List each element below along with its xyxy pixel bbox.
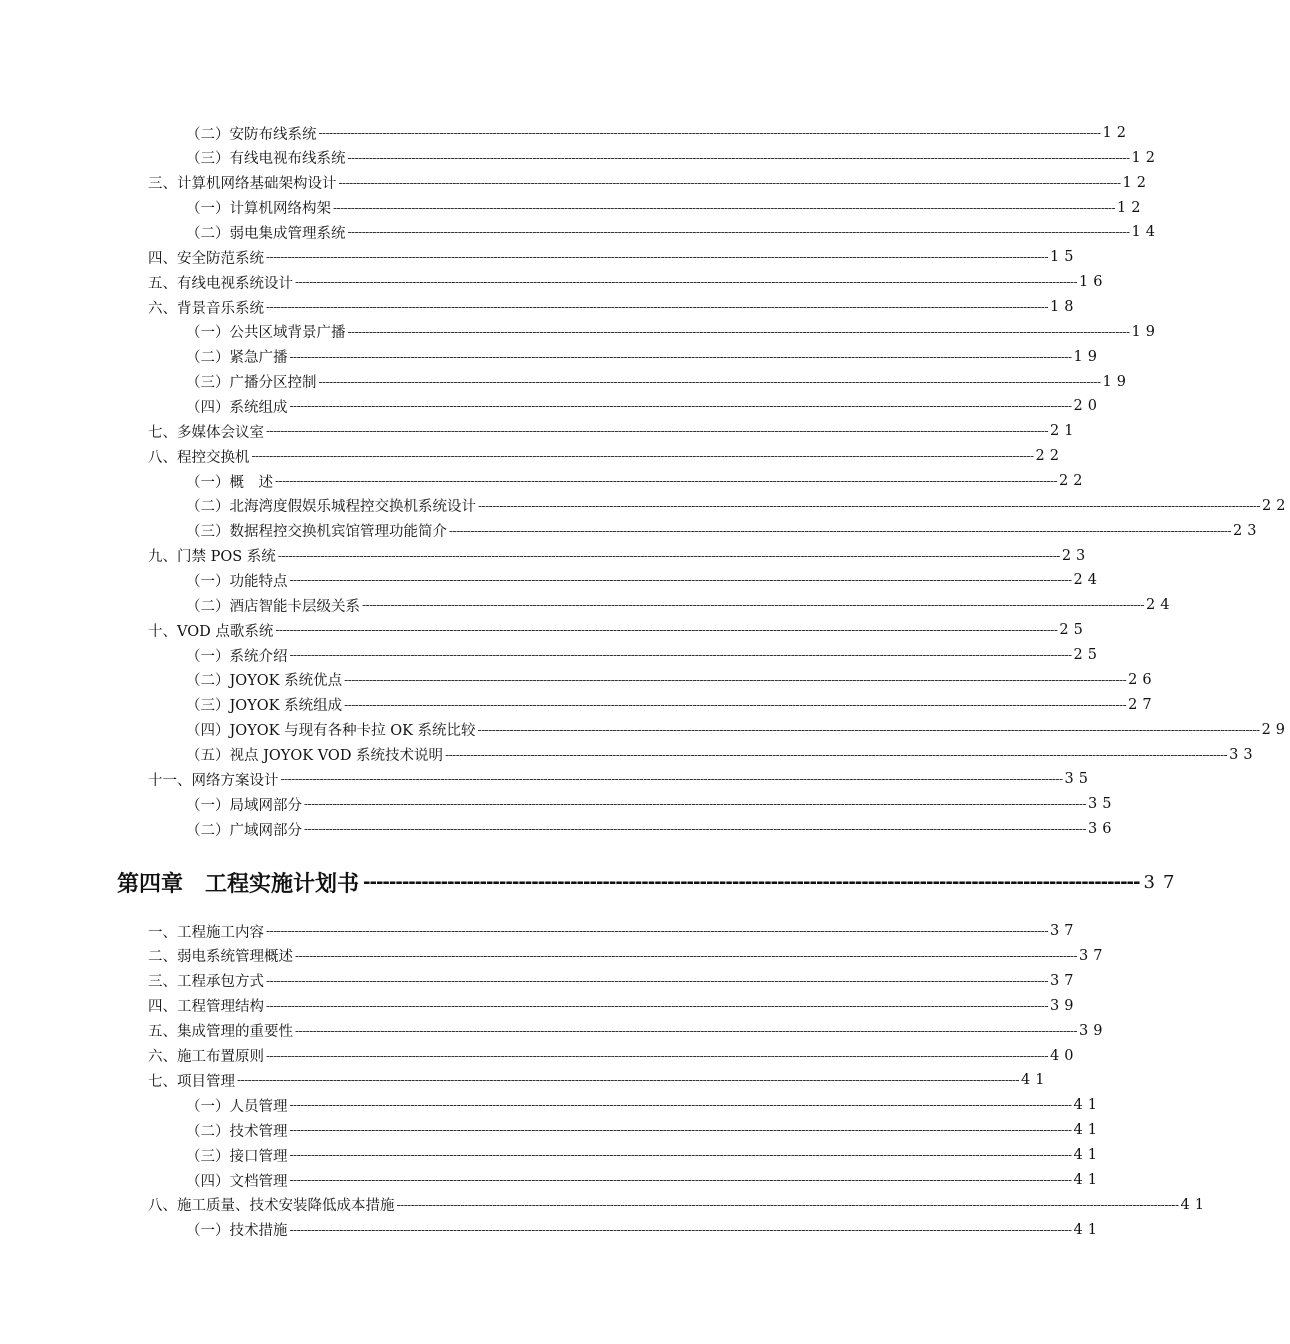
leader-dashes: ---------------------------------------------------------------------------------------------------------------------------------------------------------------------------------------------------------------------------- xyxy=(275,474,1058,489)
toc-entry-page-number: 41 xyxy=(1073,1172,1102,1188)
toc-entry[interactable] xyxy=(186,817,1117,841)
toc-entry-page-number: 12 xyxy=(1102,125,1131,141)
toc-entry-page-number: 12 xyxy=(1122,174,1151,191)
leader-dashes: ---------------------------------------------------------------------------------------------------------------------------------------------------------------------------------------------------------------------------- xyxy=(295,1023,1078,1038)
toc-entry-page-number: 25 xyxy=(1073,647,1102,664)
toc-entry-label: 三、计算机网络基础架构设计 xyxy=(148,176,337,193)
toc-entry-page-number: 39 xyxy=(1079,1022,1108,1039)
leader-dashes: ---------------------------------------------------------------------------------------------------------------------------------------------------------------------------------------------------------------------------- xyxy=(318,374,1101,389)
toc-entry-page-number: 40 xyxy=(1050,1047,1079,1064)
toc-entry-page-number: 37 xyxy=(1079,947,1108,964)
toc-entry[interactable] xyxy=(186,1118,1102,1142)
toc-entry-page-number: 12 xyxy=(1117,199,1146,216)
toc-entry[interactable] xyxy=(186,792,1117,816)
toc-entry-label: 六、背景音乐系统 xyxy=(148,300,264,317)
toc-entry[interactable] xyxy=(186,1093,1102,1117)
toc-entry-page-number: 33 xyxy=(1229,746,1258,763)
toc-entry-page-number: 16 xyxy=(1079,274,1108,291)
leader-dashes: ---------------------------------------------------------------------------------------------------------------------------------------------------------------------------------------------------------------------------- xyxy=(289,1123,1072,1138)
leader-dashes: ------------------------------------------------------------------------------------------------------------------------ xyxy=(363,871,1140,893)
toc-entry[interactable] xyxy=(186,370,1131,394)
toc-entry-page-number: 41 xyxy=(1180,1196,1209,1213)
leader-dashes: ---------------------------------------------------------------------------------------------------------------------------------------------------------------------------------------------------------------------------- xyxy=(304,797,1087,812)
toc-entry-label: （二）北海湾度假娱乐城程控交换机系统设计 xyxy=(186,499,476,516)
toc-entry-label: （一）局域网部分 xyxy=(186,797,302,814)
toc-entry-label: （三）JOYOK 系统组成 xyxy=(186,698,343,715)
toc-entry-label: （一）功能特点 xyxy=(186,573,288,590)
toc-entry-page-number: 35 xyxy=(1088,796,1117,813)
toc-entry[interactable] xyxy=(148,1019,1108,1043)
toc-entry-label: 四、工程管理结构 xyxy=(148,999,264,1016)
leader-dashes: ---------------------------------------------------------------------------------------------------------------------------------------------------------------------------------------------------------------------------- xyxy=(289,1098,1072,1113)
toc-entry-label: （一）技术措施 xyxy=(186,1223,288,1240)
leader-dashes: ---------------------------------------------------------------------------------------------------------------------------------------------------------------------------------------------------------------------------- xyxy=(344,672,1127,687)
leader-dashes: ---------------------------------------------------------------------------------------------------------------------------------------------------------------------------------------------------------------------------- xyxy=(449,523,1232,538)
toc-entry-page-number: 22 xyxy=(1262,497,1290,514)
leader-dashes: ---------------------------------------------------------------------------------------------------------------------------------------------------------------------------------------------------------------------------- xyxy=(275,623,1058,638)
toc-entry-label: （一）人员管理 xyxy=(186,1098,288,1115)
toc-entry[interactable] xyxy=(186,693,1157,717)
toc-entry-page-number: 29 xyxy=(1261,721,1290,738)
leader-dashes: ---------------------------------------------------------------------------------------------------------------------------------------------------------------------------------------------------------------------------- xyxy=(362,598,1145,613)
toc-entry-label: 七、多媒体会议室 xyxy=(148,424,264,441)
toc-entry-label: （一）系统介绍 xyxy=(186,648,288,665)
toc-entry-label: 九、门禁 POS 系统 xyxy=(148,549,276,566)
toc-entry-page-number: 35 xyxy=(1064,771,1093,788)
leader-dashes: ---------------------------------------------------------------------------------------------------------------------------------------------------------------------------------------------------------------------------- xyxy=(396,1197,1179,1212)
toc-entry-label: 八、程控交换机 xyxy=(148,449,250,466)
toc-entry[interactable] xyxy=(186,718,1290,742)
leader-dashes: ---------------------------------------------------------------------------------------------------------------------------------------------------------------------------------------------------------------------------- xyxy=(477,722,1260,737)
toc-entry-page-number: 41 xyxy=(1021,1072,1050,1089)
leader-dashes: ---------------------------------------------------------------------------------------------------------------------------------------------------------------------------------------------------------------------------- xyxy=(266,973,1049,988)
toc-entry[interactable] xyxy=(148,944,1108,968)
toc-entry[interactable] xyxy=(148,1193,1209,1217)
toc-entry[interactable] xyxy=(186,220,1160,244)
toc-entry-label: （二）JOYOK 系统优点 xyxy=(186,673,343,690)
toc-entry-page-number: 19 xyxy=(1102,373,1131,390)
toc-entry-page-number: 41 xyxy=(1073,1147,1102,1164)
leader-dashes: ---------------------------------------------------------------------------------------------------------------------------------------------------------------------------------------------------------------------------- xyxy=(289,1222,1072,1237)
toc-entry-label: （四）JOYOK 与现有各种卡拉 OK 系统比较 xyxy=(186,723,476,740)
toc-entry-label: （二）酒店智能卡层级关系 xyxy=(186,598,360,615)
toc-entry-page-number: 37 xyxy=(1050,972,1079,989)
leader-dashes: ---------------------------------------------------------------------------------------------------------------------------------------------------------------------------------------------------------------------------- xyxy=(277,548,1060,563)
toc-entry-label: （五）视点 JOYOK VOD 系统技术说明 xyxy=(186,748,444,764)
leader-dashes: ---------------------------------------------------------------------------------------------------------------------------------------------------------------------------------------------------------------------------- xyxy=(338,175,1121,190)
toc-entry-page-number: 19 xyxy=(1073,348,1102,365)
chapter-title: 第四章 工程实施计划书 xyxy=(117,871,360,897)
toc-entry[interactable] xyxy=(148,767,1093,791)
toc-entry-page-number: 23 xyxy=(1061,547,1091,564)
toc-entry[interactable] xyxy=(186,1143,1102,1167)
leader-dashes: ---------------------------------------------------------------------------------------------------------------------------------------------------------------------------------------------------------------------------- xyxy=(318,126,1101,140)
leader-dashes: ---------------------------------------------------------------------------------------------------------------------------------------------------------------------------------------------------------------------------- xyxy=(347,225,1130,240)
toc-entry-page-number: 15 xyxy=(1050,249,1079,266)
toc-entry-page-number: 21 xyxy=(1050,423,1079,440)
toc-entry-label: （二）安防布线系统 xyxy=(186,126,317,143)
toc-entry-label: 一、工程施工内容 xyxy=(148,924,264,941)
chapter-page-number: 37 xyxy=(1143,871,1183,893)
leader-dashes: ---------------------------------------------------------------------------------------------------------------------------------------------------------------------------------------------------------------------------- xyxy=(266,300,1049,315)
toc-entry-page-number: 27 xyxy=(1128,696,1157,713)
toc-entry-page-number: 26 xyxy=(1128,671,1157,688)
toc-entry-label: （四）系统组成 xyxy=(186,399,288,416)
leader-dashes: ---------------------------------------------------------------------------------------------------------------------------------------------------------------------------------------------------------------------------- xyxy=(266,424,1049,439)
leader-dashes: ---------------------------------------------------------------------------------------------------------------------------------------------------------------------------------------------------------------------------- xyxy=(295,275,1078,290)
toc-entry[interactable] xyxy=(186,668,1157,692)
toc-entry-page-number: 18 xyxy=(1050,299,1079,316)
toc-entry[interactable] xyxy=(186,196,1146,220)
toc-entry[interactable] xyxy=(148,919,1079,943)
toc-entry-page-number: 36 xyxy=(1088,821,1117,838)
toc-entry[interactable] xyxy=(186,743,1258,767)
leader-dashes: ---------------------------------------------------------------------------------------------------------------------------------------------------------------------------------------------------------------------------- xyxy=(289,573,1072,588)
toc-entry-label: 五、集成管理的重要性 xyxy=(148,1024,293,1041)
toc-entry[interactable] xyxy=(148,245,1079,269)
toc-entry[interactable] xyxy=(148,171,1151,195)
toc-entry[interactable] xyxy=(148,969,1079,993)
leader-dashes: ---------------------------------------------------------------------------------------------------------------------------------------------------------------------------------------------------------------------------- xyxy=(237,1073,1020,1088)
toc-entry-label: （一）概 述 xyxy=(186,474,273,491)
toc-entry-page-number: 20 xyxy=(1073,398,1102,415)
leader-dashes: ---------------------------------------------------------------------------------------------------------------------------------------------------------------------------------------------------------------------------- xyxy=(347,324,1130,339)
toc-entry-label: （三）有线电视布线系统 xyxy=(186,151,346,168)
toc-entry[interactable] xyxy=(186,1168,1102,1192)
toc-entry[interactable] xyxy=(186,146,1160,170)
leader-dashes: ---------------------------------------------------------------------------------------------------------------------------------------------------------------------------------------------------------------------------- xyxy=(295,948,1078,963)
toc-entry-label: （二）广域网部分 xyxy=(186,822,302,839)
toc-entry-label: 二、弱电系统管理概述 xyxy=(148,949,293,966)
toc-entry[interactable] xyxy=(148,618,1088,642)
toc-entry-page-number: 41 xyxy=(1073,1122,1102,1139)
toc-entry[interactable] xyxy=(186,519,1262,543)
toc-entry-label: 六、施工布置原则 xyxy=(148,1049,264,1065)
leader-dashes: ---------------------------------------------------------------------------------------------------------------------------------------------------------------------------------------------------------------------------- xyxy=(266,250,1049,265)
toc-entry-label: （二）紧急广播 xyxy=(186,350,288,367)
leader-dashes: ---------------------------------------------------------------------------------------------------------------------------------------------------------------------------------------------------------------------------- xyxy=(289,648,1072,663)
toc-entry-label: 八、施工质量、技术安装降低成本措施 xyxy=(148,1198,395,1215)
toc-entry[interactable] xyxy=(186,469,1088,493)
leader-dashes: ---------------------------------------------------------------------------------------------------------------------------------------------------------------------------------------------------------------------------- xyxy=(478,498,1261,513)
toc-entry[interactable] xyxy=(186,121,1131,145)
toc-entry[interactable] xyxy=(148,295,1079,319)
toc-entry-page-number: 39 xyxy=(1050,997,1079,1014)
leader-dashes: ---------------------------------------------------------------------------------------------------------------------------------------------------------------------------------------------------------------------------- xyxy=(333,200,1116,215)
toc-entry[interactable] xyxy=(186,394,1102,418)
toc-entry[interactable] xyxy=(186,1218,1102,1242)
toc-entry[interactable] xyxy=(148,419,1079,443)
toc-entry-label: （三）接口管理 xyxy=(186,1148,288,1165)
toc-entry[interactable] xyxy=(148,270,1108,294)
toc-entry-page-number: 19 xyxy=(1131,323,1160,340)
leader-dashes: ---------------------------------------------------------------------------------------------------------------------------------------------------------------------------------------------------------------------------- xyxy=(251,449,1034,464)
toc-entry-label: （二）技术管理 xyxy=(186,1123,288,1140)
toc-entry[interactable] xyxy=(186,345,1102,369)
toc-entry-label: （二）弱电集成管理系统 xyxy=(186,225,346,242)
toc-entry-page-number: 23 xyxy=(1233,522,1262,539)
toc-entry[interactable] xyxy=(148,544,1091,568)
leader-dashes: ---------------------------------------------------------------------------------------------------------------------------------------------------------------------------------------------------------------------------- xyxy=(304,822,1087,837)
toc-entry[interactable] xyxy=(148,994,1079,1018)
toc-entry[interactable] xyxy=(148,1068,1050,1092)
toc-entry-page-number: 41 xyxy=(1073,1221,1102,1238)
toc-entry[interactable] xyxy=(186,320,1160,344)
toc-entry-page-number: 25 xyxy=(1059,622,1088,639)
toc-entry-label: 三、工程承包方式 xyxy=(148,974,264,991)
leader-dashes: ---------------------------------------------------------------------------------------------------------------------------------------------------------------------------------------------------------------------------- xyxy=(280,772,1063,787)
toc-entry-page-number: 22 xyxy=(1035,448,1064,465)
leader-dashes: ---------------------------------------------------------------------------------------------------------------------------------------------------------------------------------------------------------------------------- xyxy=(289,1148,1072,1163)
chapter-heading[interactable] xyxy=(117,866,1183,898)
leader-dashes: ---------------------------------------------------------------------------------------------------------------------------------------------------------------------------------------------------------------------------- xyxy=(266,998,1049,1013)
leader-dashes: ---------------------------------------------------------------------------------------------------------------------------------------------------------------------------------------------------------------------------- xyxy=(289,1173,1072,1187)
toc-entry-label: 十一、网络方案设计 xyxy=(148,772,279,789)
toc-entry-label: 七、项目管理 xyxy=(148,1073,235,1090)
toc-entry-label: （一）计算机网络构架 xyxy=(186,201,331,218)
toc-entry-label: 五、有线电视系统设计 xyxy=(148,275,293,292)
leader-dashes: ---------------------------------------------------------------------------------------------------------------------------------------------------------------------------------------------------------------------------- xyxy=(289,399,1072,414)
toc-entry[interactable] xyxy=(186,494,1290,518)
toc-entry-label: （三）广播分区控制 xyxy=(186,375,317,392)
toc-entry-page-number: 14 xyxy=(1131,224,1160,241)
leader-dashes: ---------------------------------------------------------------------------------------------------------------------------------------------------------------------------------------------------------------------------- xyxy=(347,150,1130,165)
toc-entry-page-number: 41 xyxy=(1073,1097,1102,1114)
toc-entry-page-number: 24 xyxy=(1073,572,1102,589)
toc-entry-label: 四、安全防范系统 xyxy=(148,250,264,267)
leader-dashes: ---------------------------------------------------------------------------------------------------------------------------------------------------------------------------------------------------------------------------- xyxy=(266,1048,1049,1063)
leader-dashes: ---------------------------------------------------------------------------------------------------------------------------------------------------------------------------------------------------------------------------- xyxy=(266,924,1049,938)
toc-entry-label: （三）数据程控交换机宾馆管理功能简介 xyxy=(186,524,447,541)
toc-entry-page-number: 22 xyxy=(1059,473,1088,490)
toc-entry-page-number: 37 xyxy=(1050,923,1079,939)
toc-entry-label: 十、VOD 点歌系统 xyxy=(148,623,274,640)
toc-entry[interactable] xyxy=(186,593,1175,617)
toc-entry-label: （四）文档管理 xyxy=(186,1173,288,1190)
toc-entry-page-number: 24 xyxy=(1146,597,1175,614)
toc-entry-page-number: 12 xyxy=(1131,149,1160,166)
toc-entry[interactable] xyxy=(186,643,1102,667)
toc-entry[interactable] xyxy=(148,1044,1079,1068)
leader-dashes: ---------------------------------------------------------------------------------------------------------------------------------------------------------------------------------------------------------------------------- xyxy=(289,349,1072,364)
toc-entry-label: （一）公共区域背景广播 xyxy=(186,325,346,342)
toc-entry[interactable] xyxy=(186,568,1102,592)
leader-dashes: ---------------------------------------------------------------------------------------------------------------------------------------------------------------------------------------------------------------------------- xyxy=(344,697,1127,712)
leader-dashes: ---------------------------------------------------------------------------------------------------------------------------------------------------------------------------------------------------------------------------- xyxy=(445,747,1228,762)
toc-entry[interactable] xyxy=(148,444,1064,468)
